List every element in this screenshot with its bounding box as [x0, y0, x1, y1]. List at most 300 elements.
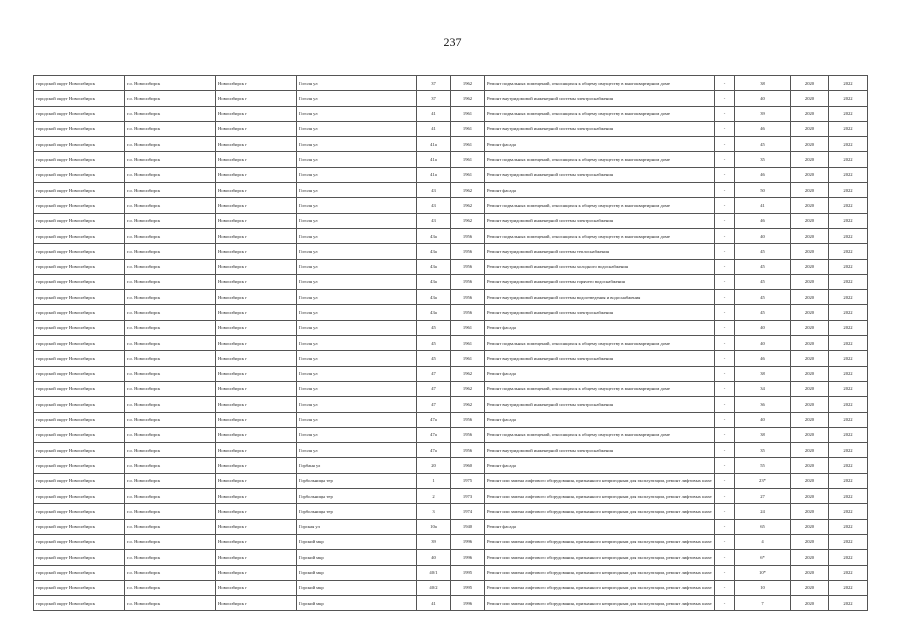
house-number-cell: 1: [417, 473, 451, 488]
house-number-cell: 45: [417, 351, 451, 366]
end-year-cell: 2022: [829, 106, 868, 121]
city-cell: Новосибирск г: [216, 580, 297, 595]
end-year-cell: 2022: [829, 274, 868, 289]
build-year-cell: 1962: [451, 213, 485, 228]
street-cell: Гоголя ул: [297, 412, 417, 427]
city-cell: Новосибирск г: [216, 198, 297, 213]
city-cell: Новосибирск г: [216, 412, 297, 427]
street-cell: Гоголя ул: [297, 183, 417, 198]
city-cell: Новосибирск г: [216, 427, 297, 442]
start-year-cell: 2020: [791, 366, 829, 381]
build-year-cell: 1995: [451, 565, 485, 580]
street-cell: Гоголя ул: [297, 198, 417, 213]
dash-cell: -: [715, 580, 735, 595]
house-number-cell: 43: [417, 183, 451, 198]
build-year-cell: 1956: [451, 427, 485, 442]
urban-district-cell: г.о. Новосибирск: [125, 473, 216, 488]
house-number-cell: 43а: [417, 290, 451, 305]
value-cell: 6*: [735, 550, 791, 565]
municipality-cell: городской округ Новосибирск: [34, 320, 125, 335]
city-cell: Новосибирск г: [216, 213, 297, 228]
urban-district-cell: г.о. Новосибирск: [125, 366, 216, 381]
city-cell: Новосибирск г: [216, 290, 297, 305]
work-type-cell: Ремонт подвальных помещений, относящихся к общему имуществу в многоквартирном доме: [485, 336, 715, 351]
municipality-cell: городской округ Новосибирск: [34, 106, 125, 121]
dash-cell: -: [715, 121, 735, 136]
table-row: [34, 274, 868, 289]
dash-cell: -: [715, 381, 735, 396]
build-year-cell: 1962: [451, 366, 485, 381]
table-row: [34, 336, 868, 351]
dash-cell: -: [715, 228, 735, 243]
city-cell: Новосибирск г: [216, 137, 297, 152]
end-year-cell: 2022: [829, 244, 868, 259]
end-year-cell: 2022: [829, 519, 868, 534]
municipality-cell: городской округ Новосибирск: [34, 397, 125, 412]
house-number-cell: 41а: [417, 152, 451, 167]
end-year-cell: 2022: [829, 504, 868, 519]
start-year-cell: 2020: [791, 167, 829, 182]
house-number-cell: 41: [417, 121, 451, 136]
city-cell: Новосибирск г: [216, 76, 297, 91]
build-year-cell: 1961: [451, 167, 485, 182]
end-year-cell: 2022: [829, 183, 868, 198]
dash-cell: -: [715, 305, 735, 320]
start-year-cell: 2020: [791, 305, 829, 320]
build-year-cell: 1962: [451, 183, 485, 198]
build-year-cell: 1961: [451, 152, 485, 167]
urban-district-cell: г.о. Новосибирск: [125, 489, 216, 504]
municipality-cell: городской округ Новосибирск: [34, 427, 125, 442]
end-year-cell: 2022: [829, 381, 868, 396]
value-cell: 10: [735, 580, 791, 595]
municipality-cell: городской округ Новосибирск: [34, 91, 125, 106]
value-cell: 40: [735, 228, 791, 243]
table-row: [34, 596, 868, 611]
start-year-cell: 2020: [791, 458, 829, 473]
table-row: [34, 427, 868, 442]
work-type-cell: Ремонт подвальных помещений, относящихся к общему имуществу в многоквартирном доме: [485, 381, 715, 396]
end-year-cell: 2022: [829, 137, 868, 152]
start-year-cell: 2020: [791, 489, 829, 504]
dash-cell: -: [715, 473, 735, 488]
dash-cell: -: [715, 274, 735, 289]
street-cell: Гоголя ул: [297, 366, 417, 381]
start-year-cell: 2020: [791, 550, 829, 565]
city-cell: Новосибирск г: [216, 565, 297, 580]
dash-cell: -: [715, 534, 735, 549]
urban-district-cell: г.о. Новосибирск: [125, 550, 216, 565]
end-year-cell: 2022: [829, 121, 868, 136]
house-number-cell: 43а: [417, 244, 451, 259]
municipality-cell: городской округ Новосибирск: [34, 167, 125, 182]
end-year-cell: 2022: [829, 427, 868, 442]
house-number-cell: 2: [417, 489, 451, 504]
start-year-cell: 2020: [791, 213, 829, 228]
end-year-cell: 2022: [829, 320, 868, 335]
municipality-cell: городской округ Новосибирск: [34, 550, 125, 565]
municipality-cell: городской округ Новосибирск: [34, 259, 125, 274]
repair-schedule-table: [33, 75, 868, 611]
municipality-cell: городской округ Новосибирск: [34, 152, 125, 167]
table-row: [34, 443, 868, 458]
work-type-cell: Ремонт фасада: [485, 137, 715, 152]
dash-cell: -: [715, 137, 735, 152]
table-row: [34, 305, 868, 320]
city-cell: Новосибирск г: [216, 305, 297, 320]
house-number-cell: 43а: [417, 259, 451, 274]
municipality-cell: городской округ Новосибирск: [34, 198, 125, 213]
municipality-cell: городской округ Новосибирск: [34, 76, 125, 91]
street-cell: Горский мкр: [297, 596, 417, 611]
value-cell: 34: [735, 381, 791, 396]
work-type-cell: Ремонт или замена лифтового оборудования, признанного непригодным для эксплуатации, ремонт лифтовых шахт: [485, 580, 715, 595]
end-year-cell: 2022: [829, 366, 868, 381]
house-number-cell: 10а: [417, 519, 451, 534]
dash-cell: -: [715, 290, 735, 305]
municipality-cell: городской округ Новосибирск: [34, 534, 125, 549]
dash-cell: -: [715, 596, 735, 611]
dash-cell: -: [715, 443, 735, 458]
end-year-cell: 2022: [829, 565, 868, 580]
table-row: [34, 198, 868, 213]
work-type-cell: Ремонт внутридомовой инженерной системы электроснабжения: [485, 121, 715, 136]
street-cell: Гоголя ул: [297, 213, 417, 228]
start-year-cell: 2020: [791, 274, 829, 289]
city-cell: Новосибирск г: [216, 106, 297, 121]
table-row: [34, 320, 868, 335]
city-cell: Новосибирск г: [216, 336, 297, 351]
work-type-cell: Ремонт или замена лифтового оборудования, признанного непригодным для эксплуатации, ремонт лифтовых шахт: [485, 565, 715, 580]
dash-cell: -: [715, 565, 735, 580]
street-cell: Горбаня ул: [297, 458, 417, 473]
end-year-cell: 2022: [829, 259, 868, 274]
dash-cell: -: [715, 198, 735, 213]
table-row: [34, 489, 868, 504]
work-type-cell: Ремонт фасада: [485, 458, 715, 473]
value-cell: 50: [735, 183, 791, 198]
build-year-cell: 1961: [451, 106, 485, 121]
house-number-cell: 41: [417, 106, 451, 121]
city-cell: Новосибирск г: [216, 228, 297, 243]
city-cell: Новосибирск г: [216, 183, 297, 198]
city-cell: Новосибирск г: [216, 596, 297, 611]
build-year-cell: 1956: [451, 412, 485, 427]
table-row: [34, 290, 868, 305]
house-number-cell: 47а: [417, 427, 451, 442]
start-year-cell: 2020: [791, 412, 829, 427]
dash-cell: -: [715, 519, 735, 534]
urban-district-cell: г.о. Новосибирск: [125, 580, 216, 595]
municipality-cell: городской округ Новосибирск: [34, 244, 125, 259]
end-year-cell: 2022: [829, 152, 868, 167]
table-row: [34, 519, 868, 534]
work-type-cell: Ремонт или замена лифтового оборудования, признанного непригодным для эксплуатации, ремонт лифтовых шахт: [485, 596, 715, 611]
value-cell: 23*: [735, 473, 791, 488]
urban-district-cell: г.о. Новосибирск: [125, 183, 216, 198]
build-year-cell: 1962: [451, 397, 485, 412]
table-row: [34, 167, 868, 182]
house-number-cell: 41: [417, 596, 451, 611]
build-year-cell: 1996: [451, 550, 485, 565]
street-cell: Гоголя ул: [297, 167, 417, 182]
work-type-cell: Ремонт внутридомовой инженерной системы электроснабжения: [485, 167, 715, 182]
table-row: [34, 213, 868, 228]
city-cell: Новосибирск г: [216, 550, 297, 565]
value-cell: 4: [735, 534, 791, 549]
street-cell: Горбольницы тер: [297, 489, 417, 504]
municipality-cell: городской округ Новосибирск: [34, 473, 125, 488]
urban-district-cell: г.о. Новосибирск: [125, 443, 216, 458]
end-year-cell: 2022: [829, 550, 868, 565]
value-cell: 27: [735, 489, 791, 504]
end-year-cell: 2022: [829, 534, 868, 549]
value-cell: 40: [735, 91, 791, 106]
urban-district-cell: г.о. Новосибирск: [125, 596, 216, 611]
street-cell: Гоголя ул: [297, 244, 417, 259]
start-year-cell: 2020: [791, 596, 829, 611]
street-cell: Гоголя ул: [297, 121, 417, 136]
work-type-cell: Ремонт внутридомовой инженерной системы электроснабжения: [485, 91, 715, 106]
end-year-cell: 2022: [829, 351, 868, 366]
street-cell: Гоголя ул: [297, 397, 417, 412]
work-type-cell: Ремонт подвальных помещений, относящихся к общему имуществу в многоквартирном доме: [485, 76, 715, 91]
build-year-cell: 1995: [451, 580, 485, 595]
street-cell: Горский мкр: [297, 565, 417, 580]
start-year-cell: 2020: [791, 336, 829, 351]
value-cell: 45: [735, 244, 791, 259]
end-year-cell: 2022: [829, 198, 868, 213]
dash-cell: -: [715, 244, 735, 259]
urban-district-cell: г.о. Новосибирск: [125, 152, 216, 167]
value-cell: 65: [735, 519, 791, 534]
street-cell: Гоголя ул: [297, 336, 417, 351]
start-year-cell: 2020: [791, 106, 829, 121]
build-year-cell: 1974: [451, 504, 485, 519]
street-cell: Гоголя ул: [297, 228, 417, 243]
house-number-cell: 47: [417, 366, 451, 381]
table-row: [34, 565, 868, 580]
build-year-cell: 1940: [451, 519, 485, 534]
municipality-cell: городской округ Новосибирск: [34, 290, 125, 305]
value-cell: 35: [735, 152, 791, 167]
start-year-cell: 2020: [791, 565, 829, 580]
dash-cell: -: [715, 152, 735, 167]
start-year-cell: 2020: [791, 121, 829, 136]
build-year-cell: 1975: [451, 473, 485, 488]
build-year-cell: 1956: [451, 305, 485, 320]
work-type-cell: Ремонт фасада: [485, 519, 715, 534]
dash-cell: -: [715, 167, 735, 182]
street-cell: Горская ул: [297, 519, 417, 534]
start-year-cell: 2020: [791, 259, 829, 274]
work-type-cell: Ремонт или замена лифтового оборудования, признанного непригодным для эксплуатации, ремонт лифтовых шахт: [485, 534, 715, 549]
table-row: [34, 137, 868, 152]
work-type-cell: Ремонт внутридомовой инженерной системы электроснабжения: [485, 443, 715, 458]
build-year-cell: 1961: [451, 137, 485, 152]
city-cell: Новосибирск г: [216, 397, 297, 412]
build-year-cell: 1956: [451, 259, 485, 274]
work-type-cell: Ремонт фасада: [485, 320, 715, 335]
start-year-cell: 2020: [791, 427, 829, 442]
end-year-cell: 2022: [829, 167, 868, 182]
house-number-cell: 40: [417, 550, 451, 565]
municipality-cell: городской округ Новосибирск: [34, 351, 125, 366]
table-row: [34, 397, 868, 412]
municipality-cell: городской округ Новосибирск: [34, 412, 125, 427]
urban-district-cell: г.о. Новосибирск: [125, 91, 216, 106]
table-row: [34, 381, 868, 396]
start-year-cell: 2020: [791, 244, 829, 259]
start-year-cell: 2020: [791, 91, 829, 106]
city-cell: Новосибирск г: [216, 121, 297, 136]
municipality-cell: городской округ Новосибирск: [34, 565, 125, 580]
dash-cell: -: [715, 550, 735, 565]
work-type-cell: Ремонт подвальных помещений, относящихся к общему имуществу в многоквартирном доме: [485, 152, 715, 167]
house-number-cell: 41а: [417, 137, 451, 152]
house-number-cell: 20: [417, 458, 451, 473]
start-year-cell: 2020: [791, 534, 829, 549]
build-year-cell: 1973: [451, 489, 485, 504]
value-cell: 45: [735, 274, 791, 289]
start-year-cell: 2020: [791, 152, 829, 167]
start-year-cell: 2020: [791, 320, 829, 335]
start-year-cell: 2020: [791, 504, 829, 519]
urban-district-cell: г.о. Новосибирск: [125, 290, 216, 305]
urban-district-cell: г.о. Новосибирск: [125, 228, 216, 243]
dash-cell: -: [715, 366, 735, 381]
start-year-cell: 2020: [791, 228, 829, 243]
build-year-cell: 1962: [451, 76, 485, 91]
municipality-cell: городской округ Новосибирск: [34, 213, 125, 228]
start-year-cell: 2020: [791, 198, 829, 213]
end-year-cell: 2022: [829, 596, 868, 611]
urban-district-cell: г.о. Новосибирск: [125, 381, 216, 396]
dash-cell: -: [715, 106, 735, 121]
street-cell: Гоголя ул: [297, 106, 417, 121]
build-year-cell: 1956: [451, 274, 485, 289]
municipality-cell: городской округ Новосибирск: [34, 458, 125, 473]
municipality-cell: городской округ Новосибирск: [34, 504, 125, 519]
municipality-cell: городской округ Новосибирск: [34, 443, 125, 458]
street-cell: Гоголя ул: [297, 305, 417, 320]
end-year-cell: 2022: [829, 336, 868, 351]
municipality-cell: городской округ Новосибирск: [34, 519, 125, 534]
city-cell: Новосибирск г: [216, 152, 297, 167]
street-cell: Гоголя ул: [297, 320, 417, 335]
street-cell: Горбольницы тер: [297, 504, 417, 519]
city-cell: Новосибирск г: [216, 519, 297, 534]
work-type-cell: Ремонт или замена лифтового оборудования, признанного непригодным для эксплуатации, ремонт лифтовых шахт: [485, 489, 715, 504]
urban-district-cell: г.о. Новосибирск: [125, 412, 216, 427]
dash-cell: -: [715, 458, 735, 473]
value-cell: 36: [735, 397, 791, 412]
value-cell: 46: [735, 121, 791, 136]
dash-cell: -: [715, 427, 735, 442]
start-year-cell: 2020: [791, 473, 829, 488]
work-type-cell: Ремонт внутридомовой инженерной системы водоотведения и водоснабжения: [485, 290, 715, 305]
work-type-cell: Ремонт подвальных помещений, относящихся к общему имуществу в многоквартирном доме: [485, 228, 715, 243]
work-type-cell: Ремонт или замена лифтового оборудования, признанного непригодным для эксплуатации, ремонт лифтовых шахт: [485, 504, 715, 519]
value-cell: 40: [735, 336, 791, 351]
street-cell: Гоголя ул: [297, 290, 417, 305]
dash-cell: -: [715, 504, 735, 519]
dash-cell: -: [715, 91, 735, 106]
house-number-cell: 45: [417, 336, 451, 351]
urban-district-cell: г.о. Новосибирск: [125, 106, 216, 121]
table-body: [34, 76, 868, 611]
urban-district-cell: г.о. Новосибирск: [125, 427, 216, 442]
house-number-cell: 43: [417, 213, 451, 228]
table-row: [34, 76, 868, 91]
build-year-cell: 1956: [451, 244, 485, 259]
value-cell: 41: [735, 198, 791, 213]
table-row: [34, 106, 868, 121]
value-cell: 46: [735, 167, 791, 182]
start-year-cell: 2020: [791, 519, 829, 534]
house-number-cell: 37: [417, 91, 451, 106]
city-cell: Новосибирск г: [216, 489, 297, 504]
city-cell: Новосибирск г: [216, 91, 297, 106]
value-cell: 40: [735, 412, 791, 427]
house-number-cell: 47: [417, 397, 451, 412]
municipality-cell: городской округ Новосибирск: [34, 596, 125, 611]
city-cell: Новосибирск г: [216, 274, 297, 289]
street-cell: Горский мкр: [297, 580, 417, 595]
value-cell: 7: [735, 596, 791, 611]
build-year-cell: 1956: [451, 443, 485, 458]
end-year-cell: 2022: [829, 580, 868, 595]
street-cell: Гоголя ул: [297, 91, 417, 106]
work-type-cell: Ремонт внутридомовой инженерной системы электроснабжения: [485, 305, 715, 320]
work-type-cell: Ремонт или замена лифтового оборудования, признанного непригодным для эксплуатации, ремонт лифтовых шахт: [485, 473, 715, 488]
urban-district-cell: г.о. Новосибирск: [125, 121, 216, 136]
start-year-cell: 2020: [791, 381, 829, 396]
urban-district-cell: г.о. Новосибирск: [125, 274, 216, 289]
city-cell: Новосибирск г: [216, 366, 297, 381]
value-cell: 35: [735, 443, 791, 458]
city-cell: Новосибирск г: [216, 473, 297, 488]
table-row: [34, 351, 868, 366]
municipality-cell: городской округ Новосибирск: [34, 274, 125, 289]
street-cell: Горбольницы тер: [297, 473, 417, 488]
street-cell: Гоголя ул: [297, 351, 417, 366]
work-type-cell: Ремонт фасада: [485, 183, 715, 198]
municipality-cell: городской округ Новосибирск: [34, 121, 125, 136]
build-year-cell: 1956: [451, 290, 485, 305]
municipality-cell: городской округ Новосибирск: [34, 580, 125, 595]
table-row: [34, 580, 868, 595]
street-cell: Гоголя ул: [297, 152, 417, 167]
urban-district-cell: г.о. Новосибирск: [125, 504, 216, 519]
urban-district-cell: г.о. Новосибирск: [125, 320, 216, 335]
end-year-cell: 2022: [829, 290, 868, 305]
table-row: [34, 412, 868, 427]
work-type-cell: Ремонт подвальных помещений, относящихся к общему имуществу в многоквартирном доме: [485, 198, 715, 213]
value-cell: 38: [735, 366, 791, 381]
build-year-cell: 1961: [451, 121, 485, 136]
street-cell: Гоголя ул: [297, 443, 417, 458]
table-row: [34, 504, 868, 519]
dash-cell: -: [715, 76, 735, 91]
table-row: [34, 91, 868, 106]
municipality-cell: городской округ Новосибирск: [34, 228, 125, 243]
street-cell: Гоголя ул: [297, 76, 417, 91]
build-year-cell: 1962: [451, 198, 485, 213]
build-year-cell: 1996: [451, 534, 485, 549]
value-cell: 45: [735, 305, 791, 320]
urban-district-cell: г.о. Новосибирск: [125, 244, 216, 259]
